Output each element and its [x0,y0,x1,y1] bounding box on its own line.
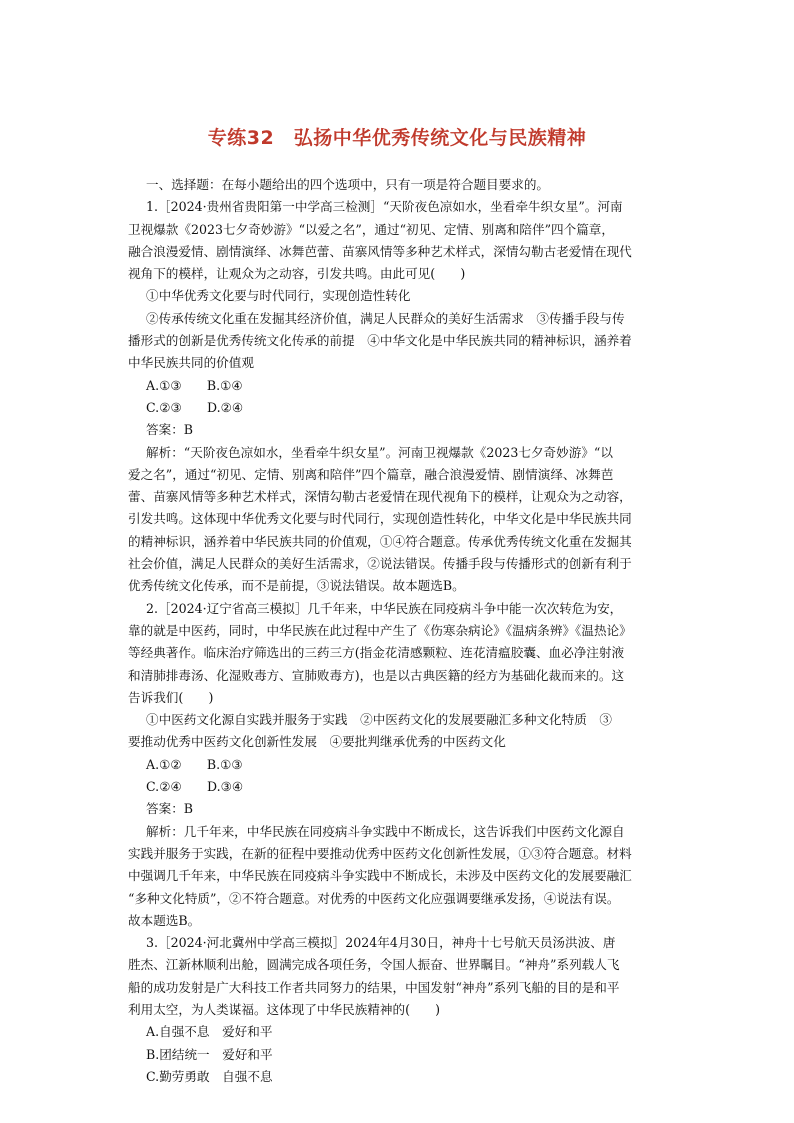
text-line: 社会价值，满足人民群众的美好生活需求，②说法错误。传播手段与传播形式的创新有利于 [128,556,632,572]
text-line: 蕾、苗寨风情等多种艺术样式，深情勾勒古老爱情在现代视角下的模样，让观众为之动容， [128,489,632,505]
text-line: 靠的就是中医药，同时，中华民族在此过程中产生了《伤寒杂病论》《温病条辨》《温热论》 [128,622,632,638]
text-line: C.勤劳勇敢 自强不息 [146,1068,273,1084]
text-line: 3.［2024·河北冀州中学高三模拟］2024年4月30日，神舟十七号航天员汤洪波、唐 [146,935,616,951]
text-line: 答案：B [146,422,194,438]
text-line: 要推动优秀中医药文化创新性发展 ④要批判继承优秀的中医药文化 [128,734,506,750]
text-line: 答案：B [146,801,194,817]
text-line: C.②③ D.②④ [146,399,244,415]
text-line: 等经典著作。临床治疗筛选出的三药三方(指金花清感颗粒、连花清瘟胶囊、血必净注射液 [128,645,625,661]
text-line: 融合浪漫爱情、剧情演绎、冰舞芭蕾、苗寨风情等多种艺术样式，深情勾勒古老爱情在现代 [128,243,632,259]
text-line: 利用太空，为人类谋福。这体现了中华民族精神的( ) [128,1001,441,1017]
text-line: “多种文化特质”，②不符合题意。对优秀的中医药文化应强调要继承发扬，④说法有误。 [128,890,620,906]
text-line: ②传承传统文化重在发掘其经济价值，满足人民群众的美好生活需求 ③传播手段与传 [146,310,625,326]
text-line: ①中医药文化源自实践并服务于实践 ②中医药文化的发展要融汇多种文化特质 ③ [146,712,612,728]
text-line: 1.［2024·贵州省贵阳第一中学高三检测］“天阶夜色凉如水，坐看牵牛织女星”。河南 [146,199,623,215]
text-line: 船的成功发射是广大科技工作者共同努力的结果，中国发射“神舟”系列飞船的目的是和平 [128,979,620,995]
text-line: 的精神标识，涵养着中华民族共同的价值观，①④符合题意。传承优秀传统文化重在发掘其 [128,533,632,549]
text-line: 中强调几千年来，中华民族在同疫病斗争实践中不断成长，未涉及中医药文化的发展要融汇 [128,868,632,884]
text-line: 告诉我们( ) [128,689,214,705]
text-line: B.团结统一 爱好和平 [146,1046,273,1062]
text-line: 解析：几千年来，中华民族在同疫病斗争实践中不断成长，这告诉我们中医药文化源自 [146,823,625,839]
text-line: 解析：“天阶夜色凉如水，坐看牵牛织女星”。河南卫视爆款《2023七夕奇妙游》“以 [146,444,613,460]
text-line: A.自强不息 爱好和平 [146,1024,273,1040]
text-line: 胜杰、江新林顺利出舱，圆满完成各项任务，令国人振奋、世界瞩目。“神舟”系列载人飞 [128,957,620,973]
text-line: 引发共鸣。这体现中华优秀文化要与时代同行，实现创造性转化，中华文化是中华民族共同 [128,511,632,527]
text-line: ①中华优秀文化要与时代同行，实现创造性转化 [146,288,411,304]
text-line: 故本题选B。 [128,912,201,928]
text-line: 视角下的模样，让观众为之动容，引发共鸣。由此可见( ) [128,266,466,282]
text-line: 爱之名”，通过“初见、定情、别离和陪伴”四个篇章，融合浪漫爱情、剧情演绎、冰舞芭 [128,466,614,482]
page-title: 专练32 弘扬中华优秀传统文化与民族精神 [207,127,587,149]
text-line: 一、选择题：在每小题给出的四个选项中，只有一项是符合题目要求的。 [146,177,549,192]
text-line: A.①③ B.①④ [146,377,243,393]
document-body [128,174,674,1088]
text-line: C.②④ D.③④ [146,779,244,795]
text-line: 播形式的创新是优秀传统文化传承的前提 ④中华文化是中华民族共同的精神标识，涵养着 [128,333,632,349]
text-line: 和清肺排毒汤、化湿败毒方、宣肺败毒方)，也是以古典医籍的经方为基础化裁而来的。这 [128,667,625,683]
text-line: 实践并服务于实践，在新的征程中要推动优秀中医药文化创新性发展，①③符合题意。材料 [128,845,632,861]
text-line: 中华民族共同的价值观 [128,355,254,371]
text-line: 卫视爆款《2023七夕奇妙游》“以爱之名”，通过“初见、定情、别离和陪伴”四个篇章， [128,221,614,237]
text-line: A.①② B.①③ [146,756,243,772]
text-line: 2.［2024·辽宁省高三模拟］几千年来，中华民族在同疫病斗争中能一次次转危为安， [146,600,623,616]
text-line: 优秀传统文化传承，而不是前提，③说法错误。故本题选B。 [128,578,465,594]
